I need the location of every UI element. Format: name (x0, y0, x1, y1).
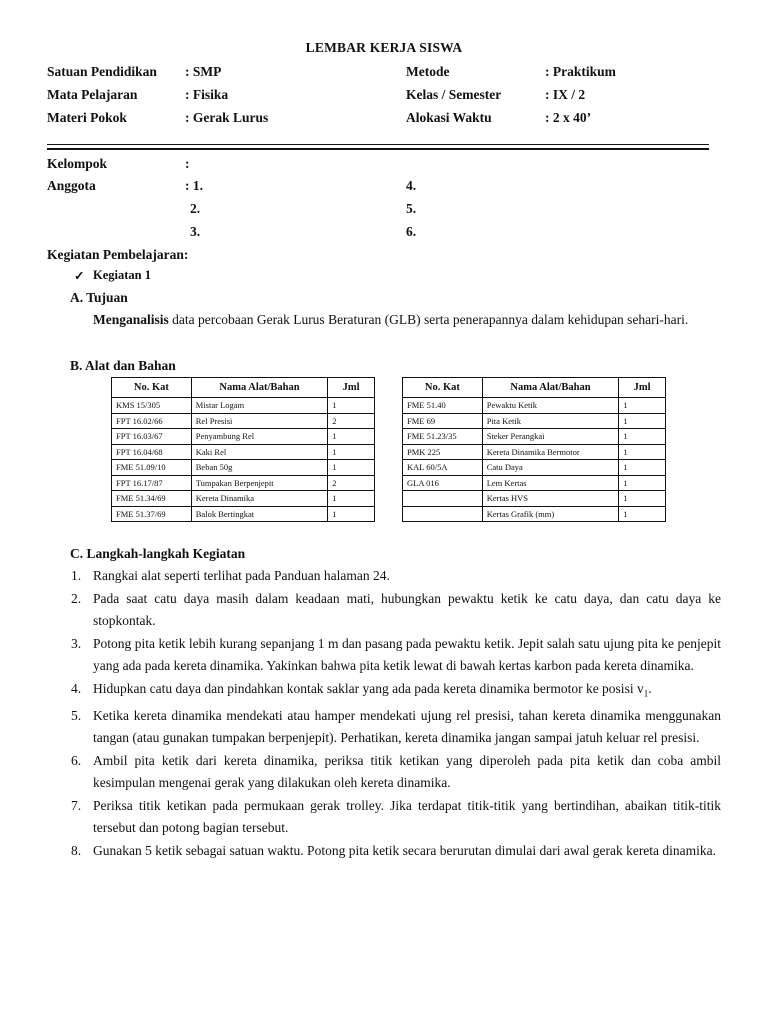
step-number: 4. (71, 680, 82, 696)
cell-no-kat: FME 51.40 (403, 398, 483, 414)
member-3: 3. (190, 224, 201, 239)
cell-jml: 1 (619, 506, 666, 522)
step-item (71, 705, 721, 750)
cell-no-kat (403, 491, 483, 507)
cell-no-kat: FME 51.37/69 (112, 506, 192, 522)
table-row (112, 491, 375, 507)
cell-nama: Kertas Grafik (mm) (482, 506, 619, 522)
table-row (403, 475, 666, 491)
tujuan-rest: data percobaan Gerak Lurus Beraturan (GLB) serta penerapannya dalam kehidupan sehari-hari. (168, 312, 689, 327)
step-text: Hidupkan catu daya dan pindahkan kontak saklar yang ada pada kereta dinamika bermotor ke posisi v (93, 680, 644, 696)
member-5: 5. (406, 201, 417, 216)
col-header-jml: Jml (328, 378, 375, 398)
cell-nama: Mistar Logam (191, 398, 327, 414)
step-item (71, 633, 721, 678)
table-row (112, 475, 375, 491)
kegiatan-sub: Kegiatan 1 (93, 268, 151, 282)
member-6: 6. (406, 224, 417, 239)
cell-nama: Kaki Rel (191, 444, 327, 460)
cell-nama: Kertas HVS (482, 491, 619, 507)
cell-nama: Penyambung Rel (191, 429, 327, 445)
table-row (112, 429, 375, 445)
step-number: 7. (71, 797, 82, 813)
cell-no-kat: FME 51.23/35 (403, 429, 483, 445)
header-label-satuan: Satuan Pendidikan (47, 64, 157, 79)
step-subscript: 1 (643, 688, 649, 699)
cell-jml: 1 (328, 429, 375, 445)
step-item (71, 795, 721, 840)
step-number: 5. (71, 707, 82, 723)
cell-jml: 1 (328, 460, 375, 476)
step-number: 2. (71, 590, 82, 606)
cell-jml: 1 (328, 506, 375, 522)
tujuan-bold: Menganalisis (93, 312, 169, 327)
cell-no-kat: KAL 60/5A (403, 460, 483, 476)
cell-jml: 1 (619, 429, 666, 445)
kelompok-value: : (185, 156, 190, 171)
check-icon: ✓ (74, 269, 85, 283)
langkah-heading: C. Langkah-langkah Kegiatan (70, 546, 246, 561)
cell-no-kat: FPT 16.02/66 (112, 413, 192, 429)
header-label-metode: Metode (406, 64, 450, 79)
table-row (112, 444, 375, 460)
step-item (71, 588, 721, 633)
col-header-no-kat: No. Kat (403, 378, 483, 398)
table-row (403, 413, 666, 429)
step-item (71, 565, 721, 588)
step-number: 8. (71, 842, 82, 858)
header-label-materi: Materi Pokok (47, 110, 127, 125)
cell-no-kat: FPT 16.04/68 (112, 444, 192, 460)
table-row (112, 398, 375, 414)
table-row (403, 398, 666, 414)
kegiatan-heading: Kegiatan Pembelajaran: (47, 247, 189, 262)
cell-jml: 1 (619, 475, 666, 491)
header-label-alokasi: Alokasi Waktu (406, 110, 492, 125)
header-label-mapel: Mata Pelajaran (47, 87, 138, 102)
cell-no-kat: KMS 15/305 (112, 398, 192, 414)
page-title: LEMBAR KERJA SISWA (305, 40, 463, 55)
cell-no-kat: FME 51.09/10 (112, 460, 192, 476)
cell-jml: 2 (328, 413, 375, 429)
cell-jml: 1 (619, 413, 666, 429)
cell-nama: Tumpakan Berpenjepit (191, 475, 327, 491)
member-4: 4. (406, 178, 417, 193)
step-number: 3. (71, 635, 82, 651)
header-value-kelas: : IX / 2 (545, 87, 586, 102)
step-text: Ambil pita ketik dari kereta dinamika, periksa titik ketikan yang diperoleh pada pita ketik dan coba ambil kesimpulan mengenai gerak yang dilakukan oleh kereta dinamika. (93, 752, 721, 791)
cell-no-kat: FPT 16.17/87 (112, 475, 192, 491)
cell-jml: 1 (619, 460, 666, 476)
cell-jml: 1 (619, 398, 666, 414)
equipment-table-right (402, 377, 666, 522)
header-label-kelas: Kelas / Semester (406, 87, 502, 102)
col-header-nama: Nama Alat/Bahan (482, 378, 619, 398)
cell-no-kat: GLA 016 (403, 475, 483, 491)
tujuan-text (93, 309, 721, 332)
cell-no-kat (403, 506, 483, 522)
table-row (112, 460, 375, 476)
tujuan-heading: A. Tujuan (70, 290, 128, 305)
step-number: 6. (71, 752, 82, 768)
header-value-metode: : Praktikum (545, 64, 616, 79)
step-text: Potong pita ketik lebih kurang sepanjang 1 m dan pasang pada pewaktu ketik. Jepit salah satu ujung pita ke penjepit yang ada pada kereta dinamika. Yakinkan bahwa pita ketik lewat di bawah kertas karbon pada kereta dinamika. (93, 635, 721, 673)
header-value-satuan: : SMP (185, 64, 222, 79)
cell-nama: Pita Ketik (482, 413, 619, 429)
cell-no-kat: PMK 225 (403, 444, 483, 460)
cell-nama: Rel Presisi (191, 413, 327, 429)
cell-no-kat: FPT 16.03/67 (112, 429, 192, 445)
table-row (403, 460, 666, 476)
member-1: : 1. (185, 178, 203, 193)
cell-no-kat: FME 51.34/69 (112, 491, 192, 507)
header-value-materi: : Gerak Lurus (185, 110, 269, 125)
step-number: 1. (71, 568, 82, 583)
cell-nama: Balok Bertingkat (191, 506, 327, 522)
cell-jml: 2 (328, 475, 375, 491)
step-text: Periksa titik ketikan pada permukaan gerak trolley. Jika terdapat titik-titik yang bertindihan, abaikan titik-titik tersebut dan potong bagian tersebut. (93, 797, 721, 836)
cell-jml: 1 (328, 491, 375, 507)
cell-jml: 1 (619, 491, 666, 507)
step-item (71, 750, 721, 795)
table-row (403, 506, 666, 522)
table-row (403, 444, 666, 460)
header-divider (47, 144, 709, 150)
header-value-alokasi: : 2 x 40’ (545, 110, 592, 125)
table-row (112, 506, 375, 522)
cell-jml: 1 (328, 444, 375, 460)
cell-nama: Beban 50g (191, 460, 327, 476)
cell-no-kat: FME 69 (403, 413, 483, 429)
col-header-jml: Jml (619, 378, 666, 398)
cell-jml: 1 (619, 444, 666, 460)
step-item (71, 678, 721, 705)
kelompok-label: Kelompok (47, 156, 108, 171)
alat-heading: B. Alat dan Bahan (70, 358, 176, 373)
table-row (112, 413, 375, 429)
step-item (71, 840, 721, 863)
table-row (403, 429, 666, 445)
cell-nama: Kereta Dinamika Bermotor (482, 444, 619, 460)
steps-list (71, 565, 721, 862)
step-text: Pada saat catu daya masih dalam keadaan mati, hubungkan pewaktu ketik ke catu daya, dan catu daya ke stopkontak. (93, 590, 721, 628)
cell-jml: 1 (328, 398, 375, 414)
cell-nama: Lem Kertas (482, 475, 619, 491)
anggota-label: Anggota (47, 178, 96, 193)
cell-nama: Kereta Dinamika (191, 491, 327, 507)
equipment-table-left (111, 377, 375, 522)
cell-nama: Pewaktu Ketik (482, 398, 619, 414)
col-header-no-kat: No. Kat (112, 378, 192, 398)
step-text: Gunakan 5 ketik sebagai satuan waktu. Potong pita ketik secara berurutan dimulai dari awal gerak kereta dinamika. (93, 842, 717, 858)
header-value-mapel: : Fisika (185, 87, 229, 102)
member-2: 2. (190, 201, 201, 216)
cell-nama: Catu Daya (482, 460, 619, 476)
step-text: Ketika kereta dinamika mendekati atau hamper mendekati ujung rel presisi, tahan kereta dinamika menggunakan tangan (atau gunakan tumpakan berpenjepit). Perhatikan, kereta dinamika jangan sampai jatuh keluar rel presisi. (93, 707, 721, 746)
col-header-nama: Nama Alat/Bahan (191, 378, 327, 398)
cell-nama: Steker Perangkai (482, 429, 619, 445)
step-text-suffix: . (648, 680, 652, 696)
table-row (403, 491, 666, 507)
step-text: Rangkai alat seperti terlihat pada Panduan halaman 24. (93, 568, 390, 583)
